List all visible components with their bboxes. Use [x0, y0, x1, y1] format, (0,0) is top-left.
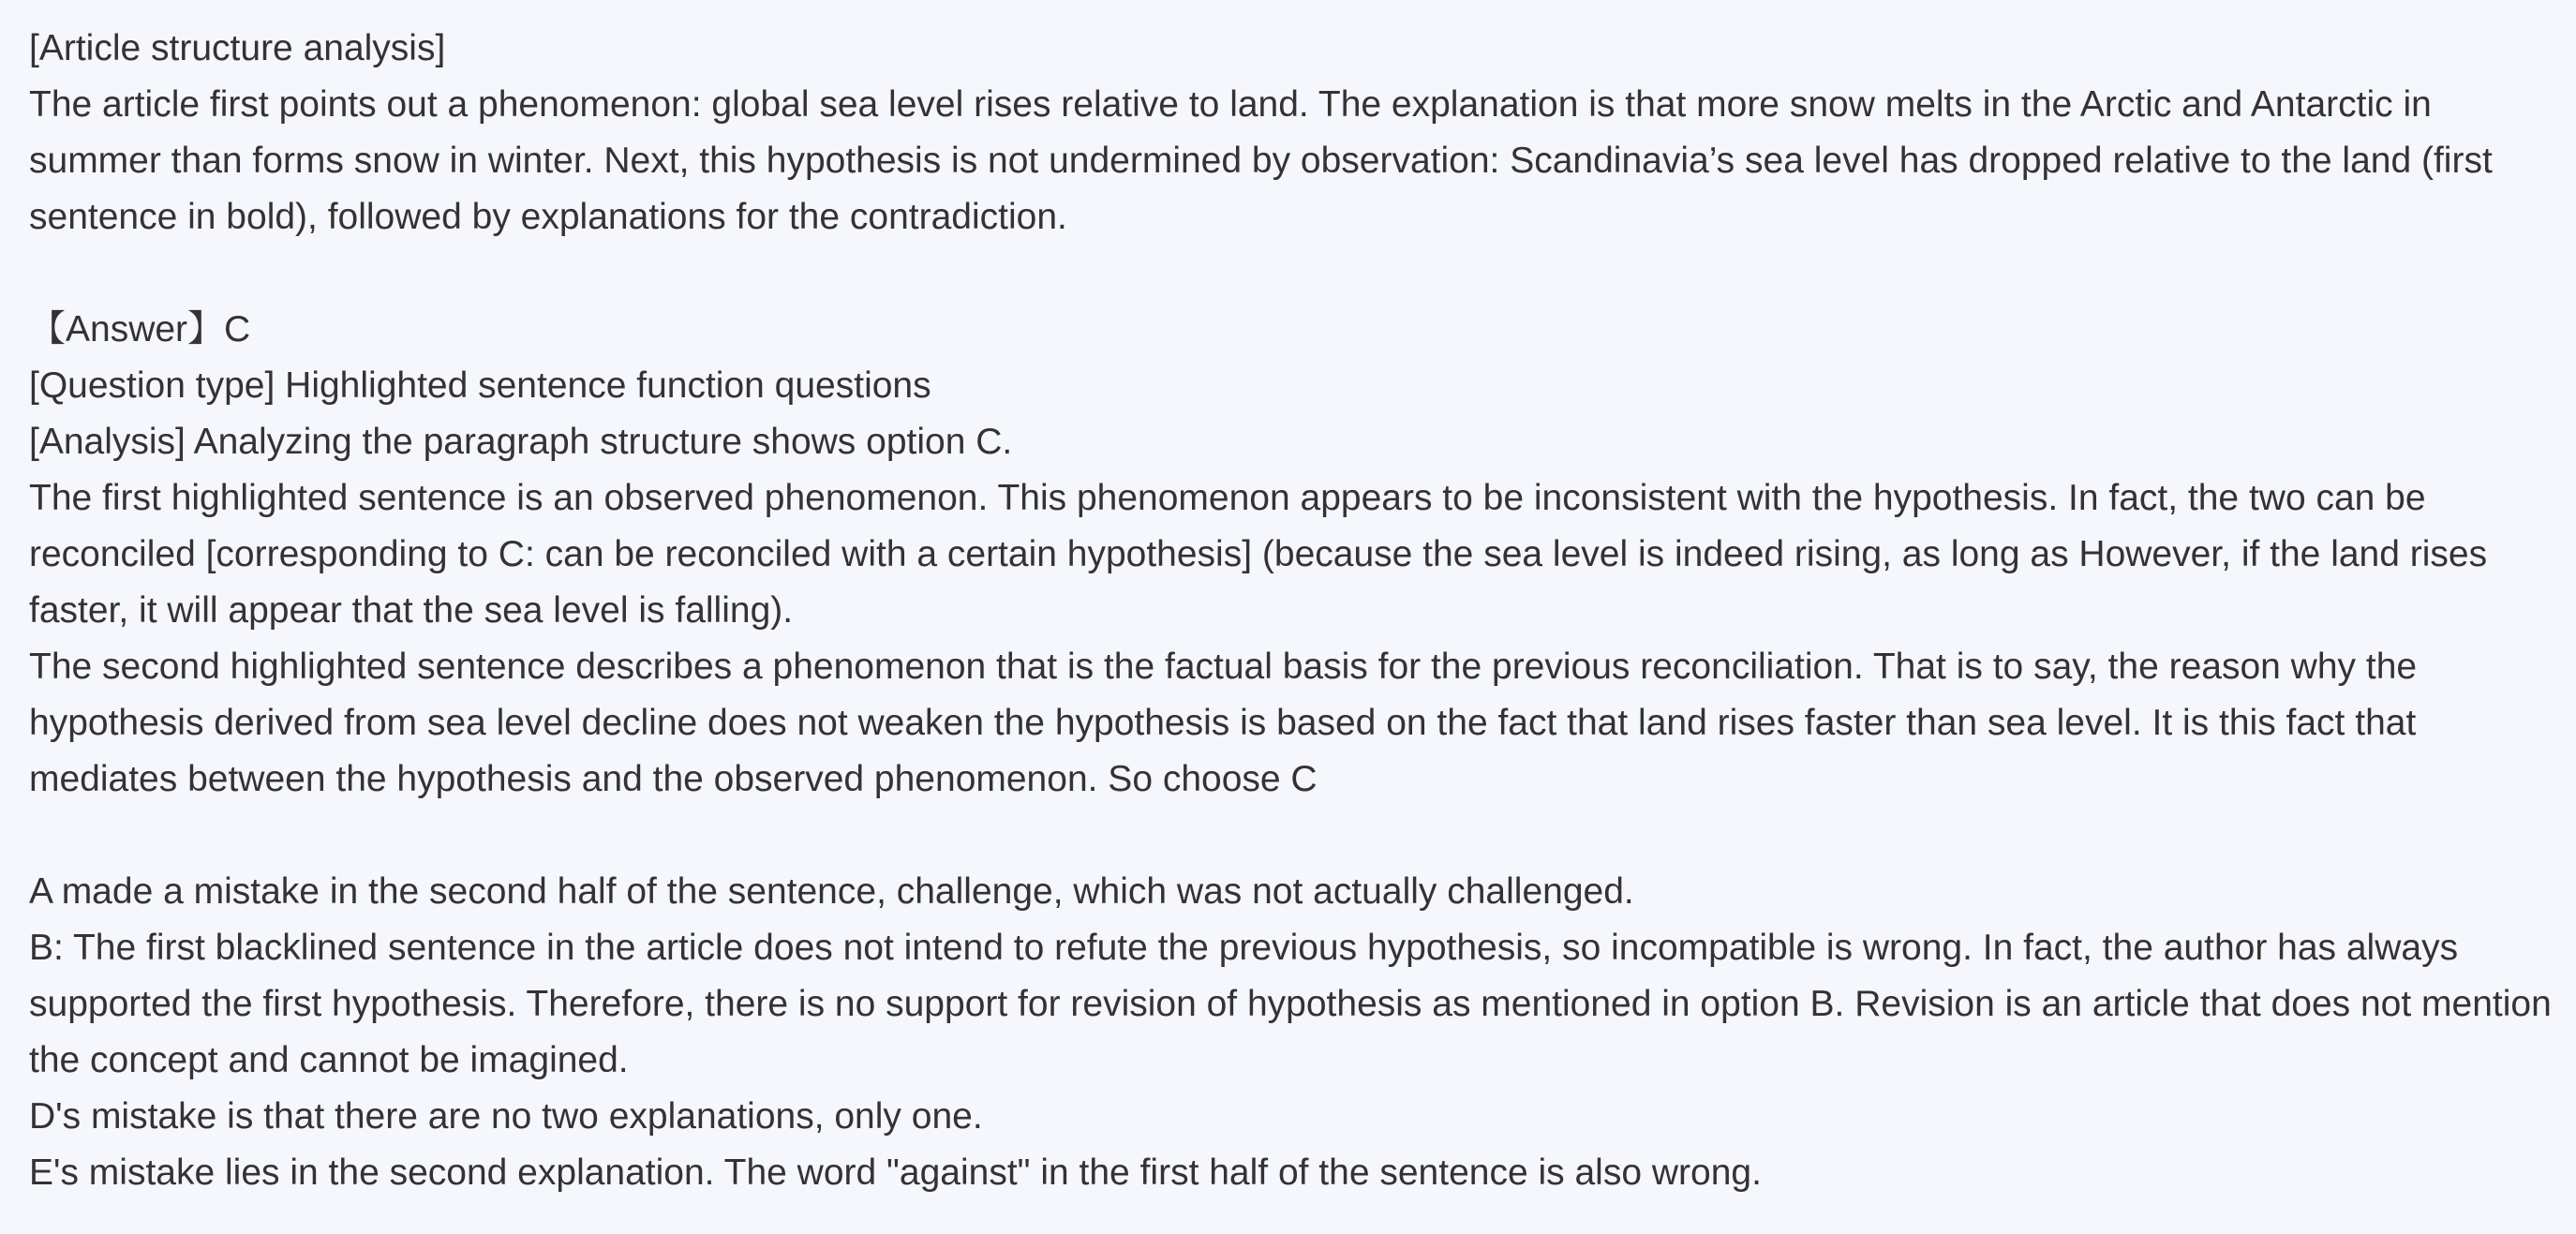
- first-highlighted-explanation: The first highlighted sentence is an observed phenomenon. This phenomenon appears to be inconsistent with the hypothesis. In fact, the two can be reconciled [corresponding to C: can be reconciled with a certain hypothesis] (because the sea level is indeed rising, as long as However, if the land rises faster, it will appear that the sea level is falling).: [29, 478, 2488, 631]
- analysis-line: [Analysis] Analyzing the paragraph structure shows option C.: [29, 422, 1013, 462]
- structure-heading: [Article structure analysis]: [29, 28, 446, 68]
- option-e-explanation: E's mistake lies in the second explanation. The word "against" in the first half of the sentence is also wrong.: [29, 1152, 1762, 1193]
- option-a-explanation: A made a mistake in the second half of the sentence, challenge, which was not actually challenged.: [29, 871, 1634, 912]
- second-highlighted-explanation: The second highlighted sentence describes a phenomenon that is the factual basis for the previous reconciliation. That is to say, the reason why the hypothesis derived from sea level decline does not weaken the hypothesis is based on the fact that land rises faster than sea level. It is this fact that mediates between the hypothesis and the observed phenomenon. So choose C: [29, 647, 2418, 799]
- paragraph-spacer: [29, 245, 2559, 302]
- structure-paragraph: The article first points out a phenomenon: global sea level rises relative to land. The explanation is that more snow melts in the Arctic and Antarctic in summer than forms snow in winter. Next, this hypothesis is not undermined by observation: Scandinavia’s sea level has dropped relative to the land (first sentence in bold), followed by explanations for the contradiction.: [29, 84, 2493, 237]
- answer-label: 【Answer】C: [29, 309, 251, 349]
- document-body: [29, 21, 2559, 1201]
- question-type: [Question type] Highlighted sentence function questions: [29, 365, 931, 406]
- paragraph-spacer: [29, 808, 2559, 864]
- option-d-explanation: D's mistake is that there are no two explanations, only one.: [29, 1096, 983, 1137]
- option-b-explanation: B: The first blacklined sentence in the article does not intend to refute the previous hypothesis, so incompatible is wrong. In fact, the author has always supported the first hypothesis. Therefore, there is no support for revision of hypothesis as mentioned in option B. Revision is an article that does not mention the concept and cannot be imagined.: [29, 928, 2552, 1080]
